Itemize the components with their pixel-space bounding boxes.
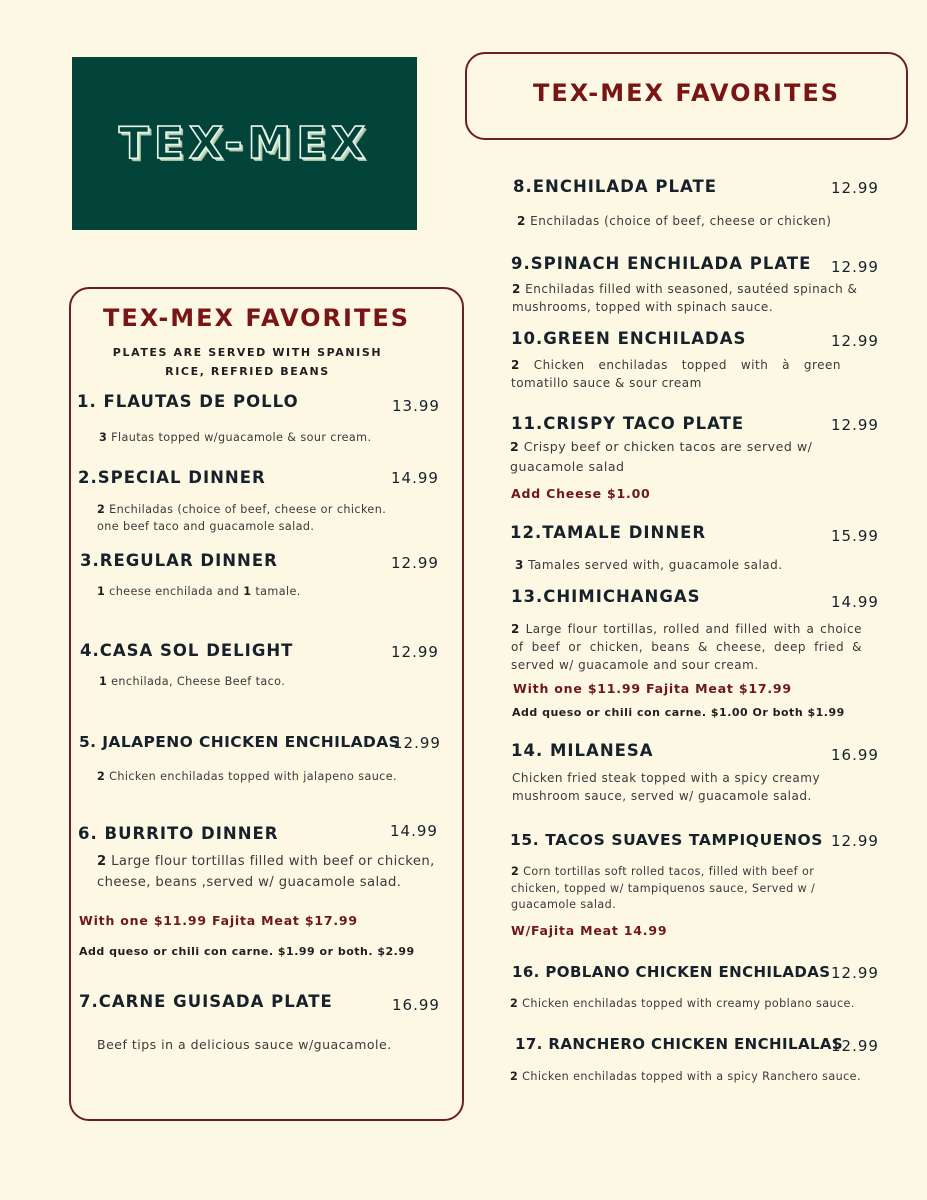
menu-item-addon: With one $11.99 Fajita Meat $17.99 <box>513 681 792 696</box>
logo-text: TEX-MEX <box>118 118 371 169</box>
menu-item-desc: 2 Large flour tortillas filled with beef or chicken, cheese, beans ,served w/ guacamole salad. <box>97 854 435 890</box>
menu-item-name: 14. MILANESA <box>511 741 654 760</box>
menu-item-price: 12.99 <box>831 964 879 982</box>
left-section-title: TEX-MEX FAVORITES <box>103 304 411 332</box>
menu-item-name: 17. RANCHERO CHICKEN ENCHILALAS <box>515 1035 844 1053</box>
menu-item-name: 8.ENCHILADA PLATE <box>513 177 718 196</box>
menu-item-desc: 2 Chicken enchiladas topped with creamy poblano sauce. <box>510 997 855 1010</box>
menu-item-desc: 2 Chicken enchiladas topped with a spicy Ranchero sauce. <box>510 1070 861 1083</box>
menu-item-name: 6. BURRITO DINNER <box>78 824 279 843</box>
menu-item-desc: Beef tips in a delicious sauce w/guacamole. <box>97 1037 392 1052</box>
menu-item-desc: Chicken fried steak topped with a spicy creamy mushroom sauce, served w/ guacamole salad. <box>512 771 821 803</box>
menu-item-price: 15.99 <box>831 527 879 545</box>
menu-item-desc: 2 Enchiladas (choice of beef, cheese or chicken) <box>517 214 832 228</box>
menu-item-name: 3.REGULAR DINNER <box>80 551 278 570</box>
menu-item-price: 12.99 <box>831 258 879 276</box>
menu-item-price: 16.99 <box>392 996 440 1014</box>
menu-item-desc: 3 Flautas topped w/guacamole & sour cream. <box>99 431 372 444</box>
menu-item-price: 12.99 <box>391 554 439 572</box>
right-section-title: TEX-MEX FAVORITES <box>532 79 840 107</box>
menu-item-name: 4.CASA SOL DELIGHT <box>80 641 294 660</box>
menu-item-price: 12.99 <box>391 643 439 661</box>
menu-item-desc: 2 Enchiladas filled with seasoned, sautéed spinach & mushrooms, topped with spinach sauce. <box>512 282 858 314</box>
menu-item-name: 5. JALAPENO CHICKEN ENCHILADAS <box>79 733 401 751</box>
menu-item-addon: Add queso or chili con carne. $1.00 Or both $1.99 <box>512 706 845 719</box>
menu-item-name: 7.CARNE GUISADA PLATE <box>79 992 333 1011</box>
menu-item-addon: W/Fajita Meat 14.99 <box>511 923 668 938</box>
menu-item-price: 14.99 <box>831 593 879 611</box>
menu-item-desc: 1 cheese enchilada and 1 tamale. <box>97 585 301 598</box>
menu-item-price: 12.99 <box>831 179 879 197</box>
menu-item-price: 12.99 <box>393 734 441 752</box>
menu-item-price: 12.99 <box>831 416 879 434</box>
right-section-title-box <box>465 52 908 140</box>
menu-item-addon: Add Cheese $1.00 <box>511 486 651 501</box>
menu-item-name: 11.CRISPY TACO PLATE <box>511 414 745 433</box>
menu-item-name: 13.CHIMICHANGAS <box>511 587 701 606</box>
menu-item-price: 12.99 <box>831 832 879 850</box>
menu-item-desc: 2 Crispy beef or chicken tacos are served w/ guacamole salad <box>510 439 813 474</box>
menu-item-name: 12.TAMALE DINNER <box>510 523 707 542</box>
menu-item-desc: 2 Corn tortillas soft rolled tacos, filled with beef or chicken, topped w/ tampiquenos sauce, Served w / guacamole salad. <box>511 865 816 911</box>
menu-item-name: 16. POBLANO CHICKEN ENCHILADAS <box>512 963 831 981</box>
menu-item-price: 14.99 <box>391 469 439 487</box>
menu-item-desc: 1 enchilada, Cheese Beef taco. <box>99 675 286 688</box>
menu-item-price: 14.99 <box>390 822 438 840</box>
menu-item-desc: 3 Tamales served with, guacamole salad. <box>515 558 783 572</box>
logo-banner <box>72 57 417 230</box>
menu-item-addon: Add queso or chili con carne. $1.99 or both. $2.99 <box>79 945 415 958</box>
menu-item-addon: With one $11.99 Fajita Meat $17.99 <box>79 913 358 928</box>
menu-item-name: 15. TACOS SUAVES TAMPIQUENOS <box>510 831 824 849</box>
menu-item-desc: 2 Large flour tortillas, rolled and filled with a choice of beef or chicken, beans & cheese, deep fried & served w/ guacamole and sour cream. <box>511 622 862 672</box>
menu-item-name: 1. FLAUTAS DE POLLO <box>77 392 299 411</box>
menu-item-price: 13.99 <box>392 397 440 415</box>
left-section-subtitle: PLATES ARE SERVED WITH SPANISH RICE, REFRIED BEANS <box>112 346 383 378</box>
menu-item-price: 16.99 <box>831 746 879 764</box>
menu-item-name: 9.SPINACH ENCHILADA PLATE <box>511 254 812 273</box>
menu-item-desc: 2 Enchiladas (choice of beef, cheese or chicken. one beef taco and guacamole salad. <box>97 503 387 533</box>
menu-item-name: 10.GREEN ENCHILADAS <box>511 329 747 348</box>
menu-item-name: 2.SPECIAL DINNER <box>78 468 266 487</box>
menu-item-price: 12.99 <box>831 332 879 350</box>
menu-item-desc: 2 Chicken enchiladas topped with à green tomatillo sauce & sour cream <box>511 358 841 390</box>
menu-item-desc: 2 Chicken enchiladas topped with jalapeno sauce. <box>97 770 397 783</box>
menu-item-price: 12.99 <box>831 1037 879 1055</box>
